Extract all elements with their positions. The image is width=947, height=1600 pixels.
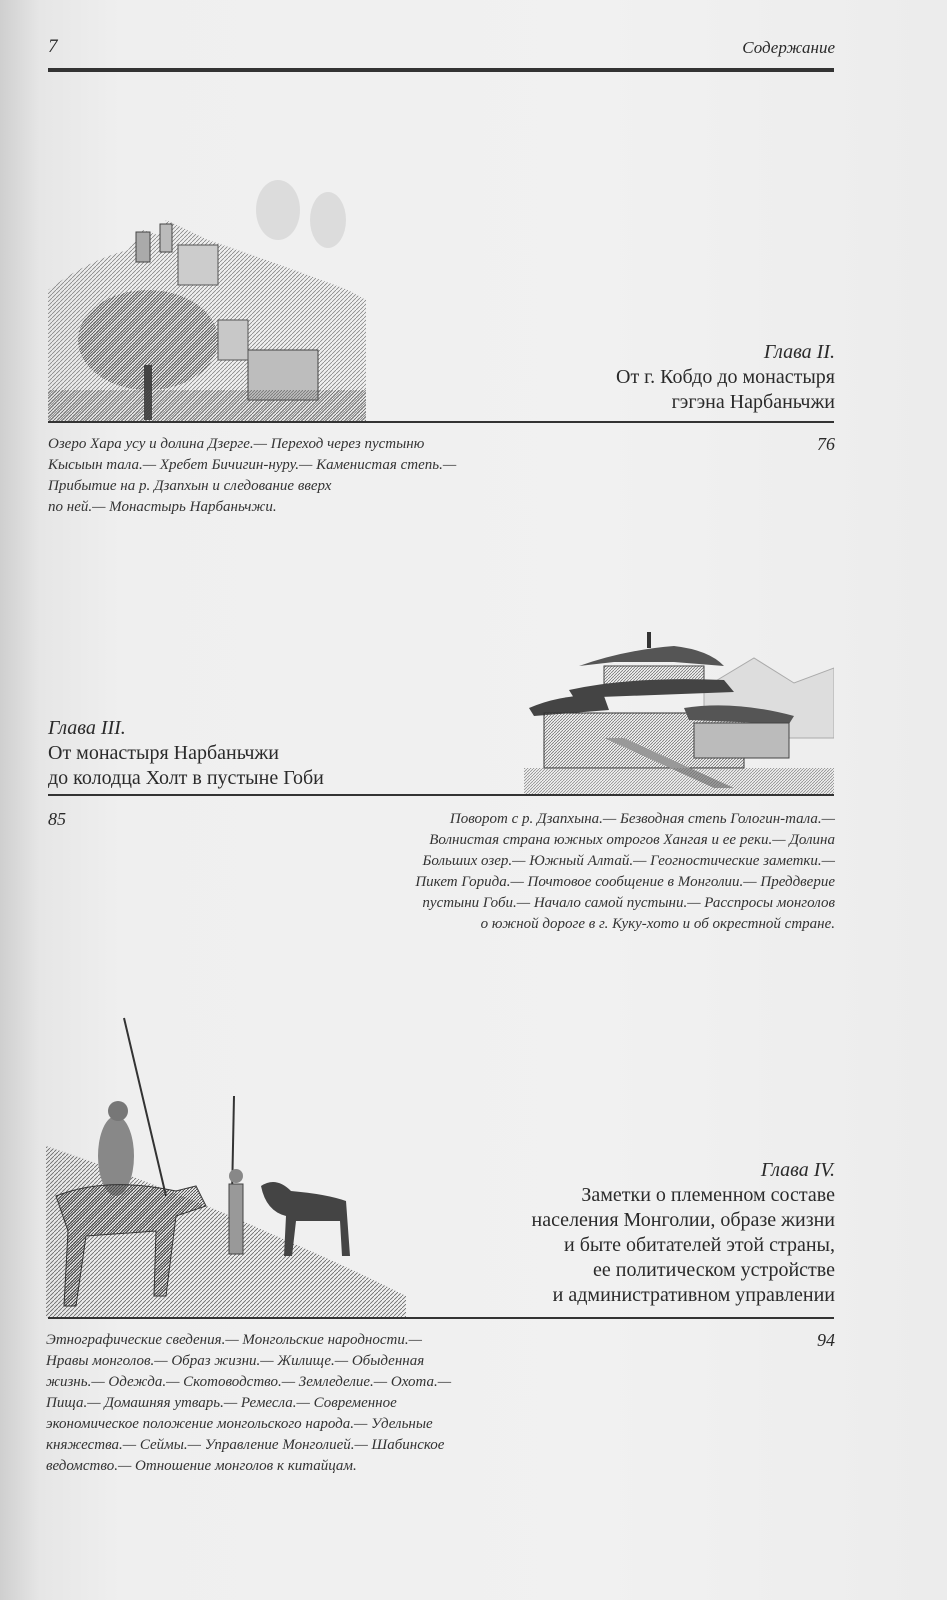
summary-line: Озеро Хара усу и долина Дзерге.— Переход через пустыню <box>48 436 425 452</box>
chapter-3-title-line-2: до колодца Холт в пустыне Гоби <box>48 767 324 789</box>
summary-line: Этнографические сведения.— Монгольские народности.— <box>46 1332 422 1348</box>
chapter-2-heading <box>375 340 835 415</box>
chapter-3-illustration <box>524 628 834 796</box>
chapter-2-summary <box>48 434 608 518</box>
chapter-2-label: Глава II. <box>763 341 835 363</box>
summary-line: Поворот с р. Дзапхына.— Безводная степь Гологин-тала.— <box>449 811 835 827</box>
chapter-4-summary <box>46 1330 646 1477</box>
chapter-4-illustration <box>46 1016 406 1318</box>
chapter-2-illustration <box>48 150 366 422</box>
summary-line: Пикет Горида.— Почтовое сообщение в Монголии.— Преддверие <box>415 874 835 890</box>
summary-line: княжества.— Сеймы.— Управление Монголией.— Шабинское <box>46 1437 445 1453</box>
summary-line: ведомство.— Отношение монголов к китайцам. <box>46 1458 357 1474</box>
summary-line: экономическое положение монгольского народа.— Удельные <box>46 1416 433 1432</box>
chapter-4-rule <box>48 1317 834 1319</box>
chapter-4-title-line-1: Заметки о племенном составе <box>581 1184 835 1206</box>
chapter-3-rule <box>48 794 834 796</box>
chapter-2-rule <box>48 421 834 423</box>
header-rule <box>48 68 834 72</box>
chapter-4-title-line-5: и административном управлении <box>552 1284 835 1306</box>
summary-line: Больших озер.— Южный Алтай.— Геогностические заметки.— <box>422 853 835 869</box>
chapter-4-heading <box>375 1158 835 1308</box>
chapter-2-title-line-2: гэгэна Нарбаньчжи <box>671 391 835 413</box>
running-title: Содержание <box>742 38 835 57</box>
summary-line: Нравы монголов.— Образ жизни.— Жилище.— Обыденная <box>46 1353 425 1369</box>
chapter-4-title-line-2: населения Монголии, образе жизни <box>531 1209 835 1231</box>
chapter-3-label: Глава III. <box>48 717 126 739</box>
summary-line: по ней.— Монастырь Нарбаньчжи. <box>48 499 277 515</box>
summary-line: пустыни Гоби.— Начало самой пустыни.— Расспросы монголов <box>422 895 835 911</box>
chapter-2-page: 76 <box>817 434 835 454</box>
chapter-4-title-line-4: ее политическом устройстве <box>593 1259 835 1281</box>
chapter-3-summary <box>215 809 835 935</box>
chapter-4-page: 94 <box>817 1330 835 1350</box>
summary-line: Волнистая страна южных отрогов Хангая и ее реки.— Долина <box>429 832 835 848</box>
summary-line: о южной дороге в г. Куку-хото и об окрестной стране. <box>480 916 835 932</box>
chapter-3-page: 85 <box>48 809 66 829</box>
chapter-4-label: Глава IV. <box>760 1159 835 1181</box>
summary-line: жизнь.— Одежда.— Скотоводство.— Земледелие.— Охота.— <box>46 1374 452 1390</box>
chapter-3-title-line-1: От монастыря Нарбаньчжи <box>48 742 279 764</box>
summary-line: Пища.— Домашняя утварь.— Ремесла.— Современное <box>46 1395 397 1411</box>
page-number: 7 <box>48 36 58 57</box>
chapter-3-heading <box>48 716 508 791</box>
chapter-2-title-line-1: От г. Кобдо до монастыря <box>616 366 835 388</box>
chapter-4-title-line-3: и быте обитателей этой страны, <box>564 1234 835 1256</box>
summary-line: Кысыын тала.— Хребет Бичигин-нуру.— Каменистая степь.— <box>48 457 457 473</box>
summary-line: Прибытие на р. Дзапхын и следование вверх <box>48 478 332 494</box>
